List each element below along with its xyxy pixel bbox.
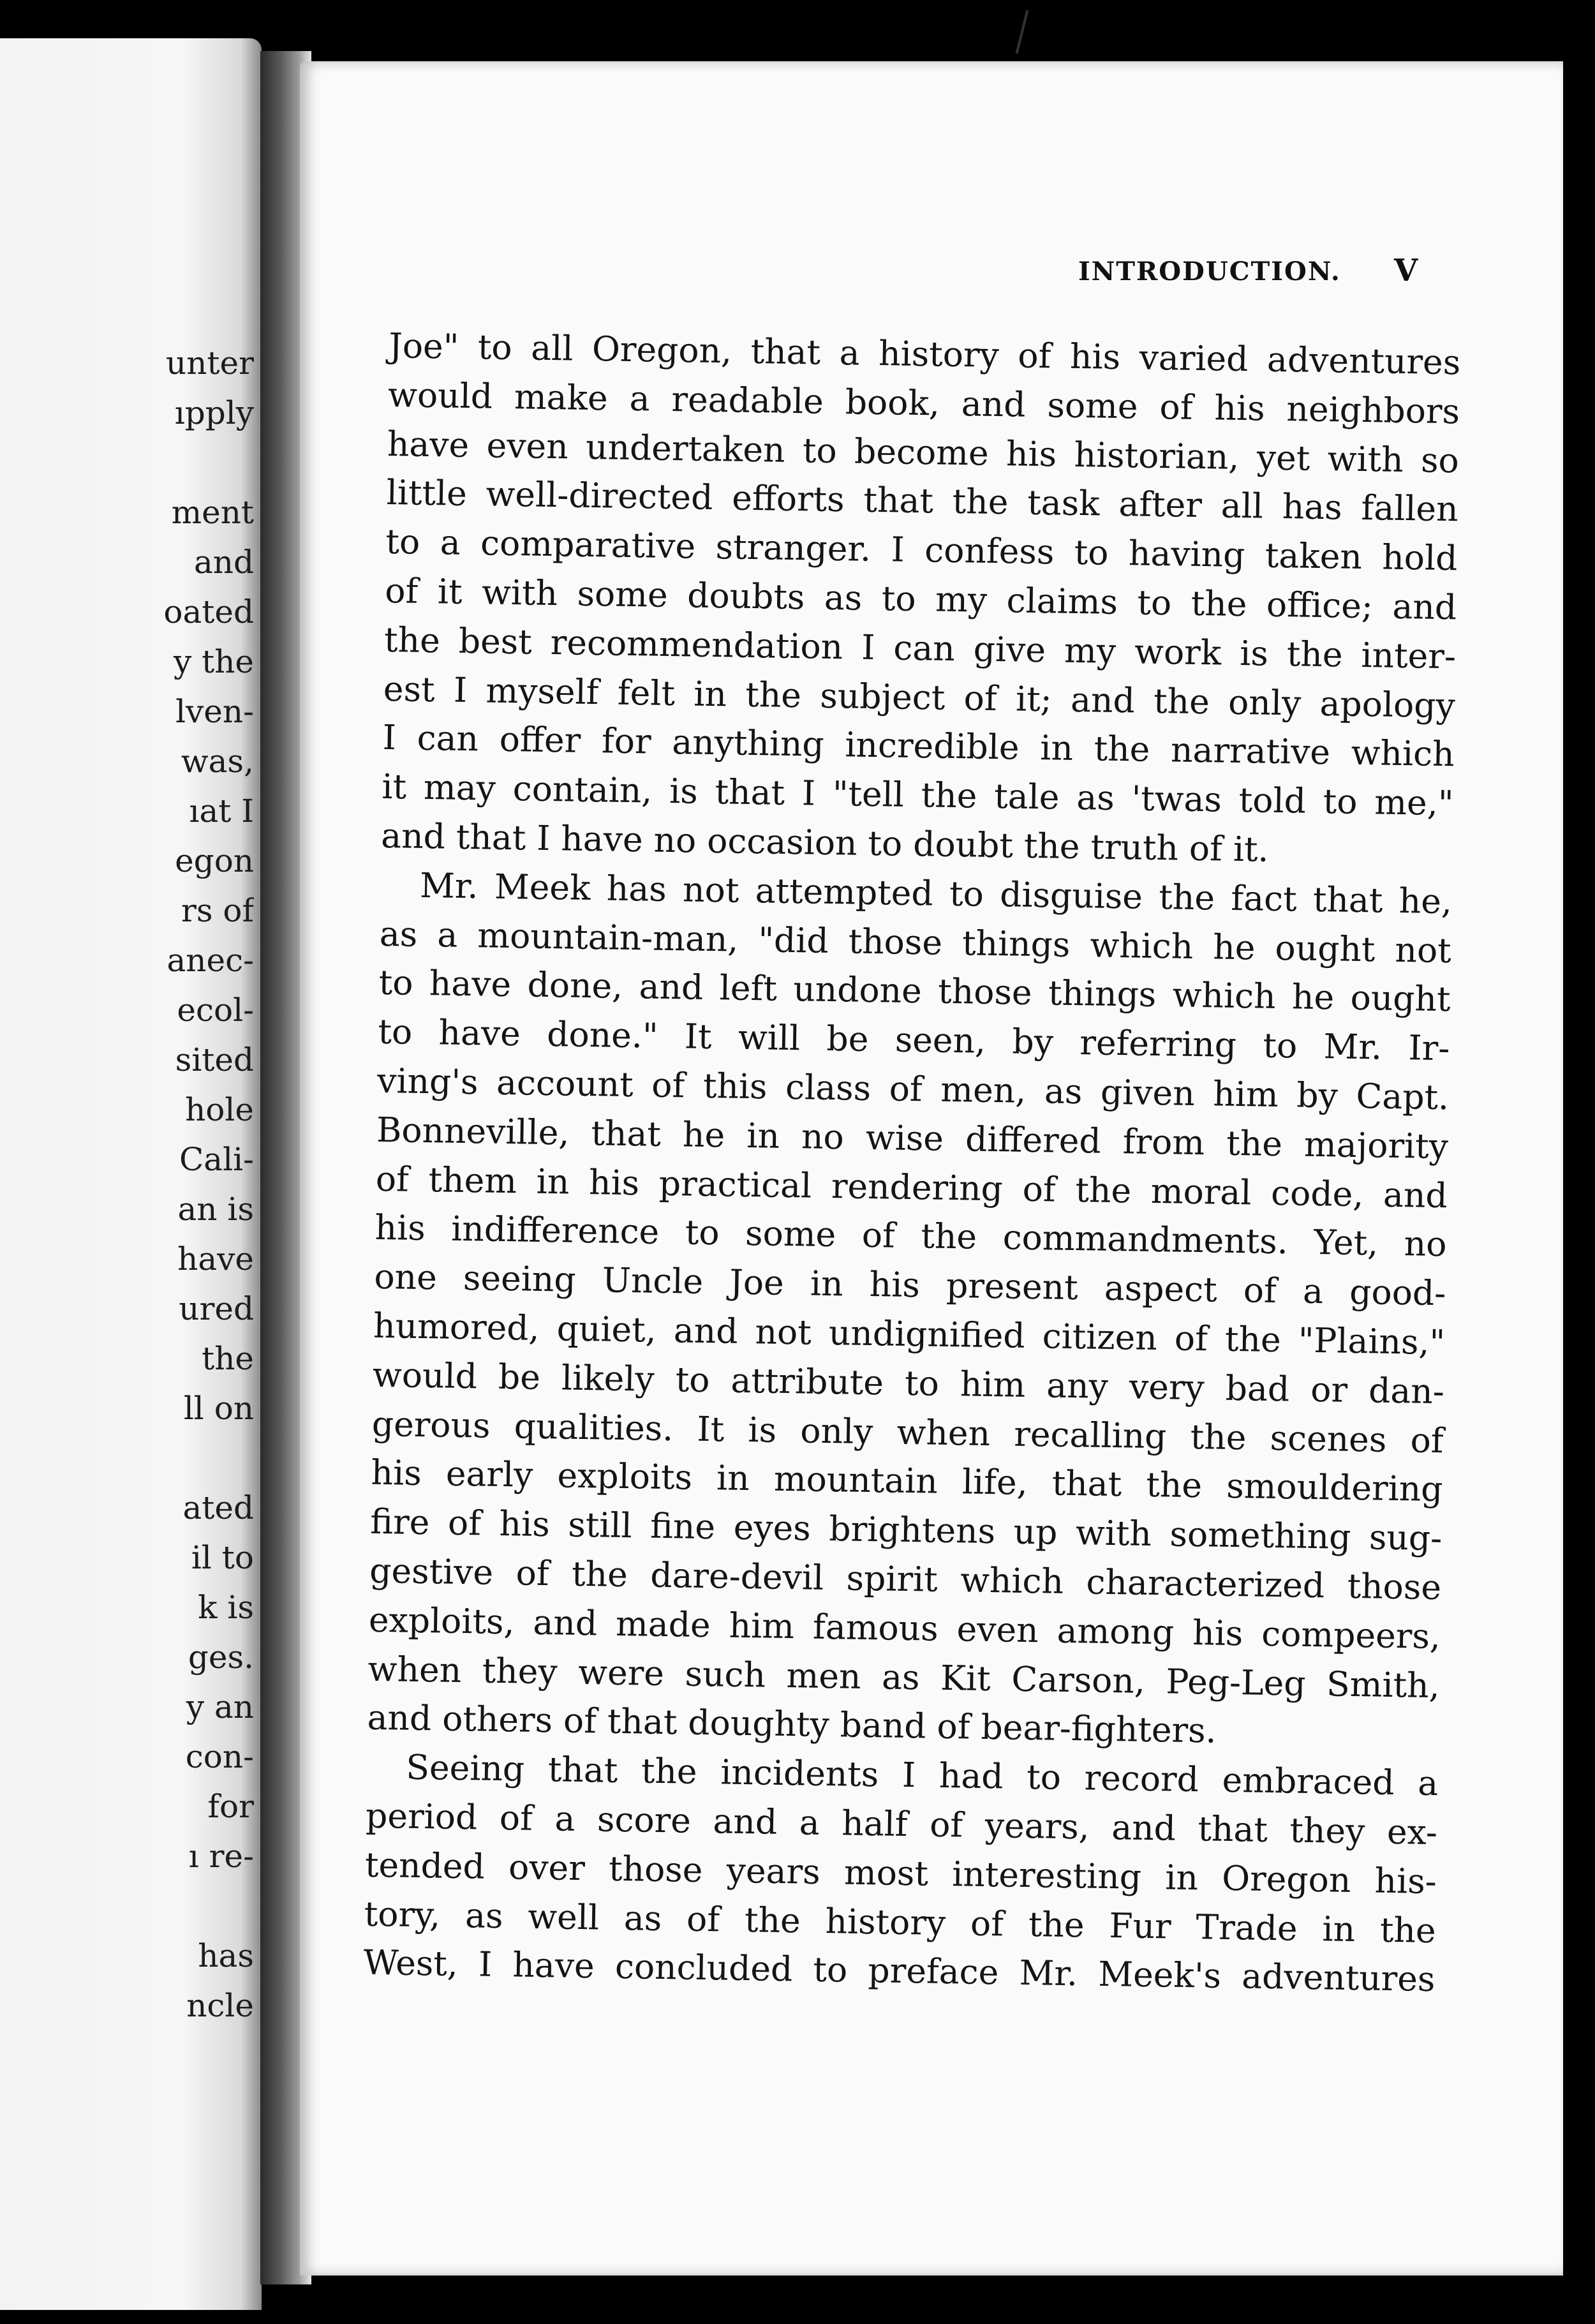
previous-page-line: and <box>193 544 254 581</box>
current-page <box>300 61 1563 2276</box>
text-line: as a mountain-man, "did those things which he ought not <box>379 913 1452 971</box>
previous-page-line: con- <box>185 1738 254 1775</box>
text-line: gestive of the dare-devil spirit which characterized those <box>369 1550 1442 1608</box>
previous-page-line: ecol- <box>177 992 254 1029</box>
previous-page-line: Cali- <box>179 1141 254 1178</box>
previous-page-line: oated <box>163 593 254 630</box>
text-line: one seeing Uncle Joe in his present aspect of a good- <box>373 1256 1446 1314</box>
body-text <box>363 322 1461 2004</box>
text-line: the best recommendation I can give my work is the inter- <box>383 619 1457 677</box>
previous-page-line: ated <box>182 1489 254 1526</box>
text-line: exploits, and made him famous even among his compeers, <box>368 1599 1441 1657</box>
previous-page-line: an is <box>177 1191 254 1228</box>
text-line: fire of his still fine eyes brightens up with something sug- <box>369 1501 1443 1559</box>
previous-page-line <box>43 1433 254 1483</box>
text-line: little well-directed efforts that the task after all has fallen <box>386 472 1459 530</box>
text-line: and others of that doughty band of bear-fighters. <box>367 1697 1217 1751</box>
previous-page-line: hole <box>185 1091 254 1128</box>
previous-page-line: was, <box>181 743 254 780</box>
text-line: est I myself felt in the subject of it; and the only apology <box>383 668 1456 726</box>
text-line: West, I have concluded to preface Mr. Meek's adventures <box>363 1942 1436 2000</box>
text-line: would make a readable book, and some of his neighbors <box>387 374 1460 432</box>
text-line: humored, quiet, and not undignified citizen of the "Plains," <box>373 1305 1446 1363</box>
previous-page-line: ured <box>179 1290 254 1327</box>
previous-page-line: have <box>177 1240 254 1277</box>
previous-page-line: il to <box>191 1539 254 1576</box>
text-line: his early exploits in mountain life, that the smouldering <box>371 1452 1443 1510</box>
previous-page-line: the <box>202 1340 254 1377</box>
stray-pen-mark <box>1016 10 1029 54</box>
previous-page-line: ncle <box>186 1987 254 2024</box>
previous-page-line: y the <box>173 643 254 680</box>
previous-page-line: k is <box>198 1589 254 1626</box>
previous-page-line: ll on <box>183 1390 254 1427</box>
text-line: of them in his practical rendering of the moral code, and <box>375 1158 1448 1216</box>
previous-page-line: ment <box>171 494 254 531</box>
text-line: ving's account of this class of men, as given him by Capt. <box>376 1060 1450 1118</box>
previous-page-line: rs of <box>181 892 254 929</box>
previous-page-line: y an <box>186 1688 254 1725</box>
previous-page-line <box>43 1881 254 1931</box>
text-line: would be likely to attribute to him any very bad or dan- <box>372 1354 1445 1412</box>
text-line: of it with some doubts as to my claims to the office; and <box>384 570 1457 628</box>
text-line: I can offer for anything incredible in the narrative which <box>382 717 1455 775</box>
previous-page-line: for <box>207 1788 254 1825</box>
text-line: his indifference to some of the commandments. Yet, no <box>375 1207 1447 1265</box>
text-line: and that I have no occasion to doubt the truth of it. <box>380 815 1270 870</box>
text-line: tory, as well as of the history of the Fur Trade in the <box>364 1893 1437 1951</box>
previous-page-line: ıpply <box>174 394 254 431</box>
previous-page-line: ges. <box>188 1639 254 1676</box>
previous-page-line: unter <box>166 345 254 382</box>
text-line: have even undertaken to become his historian, yet with so <box>387 423 1460 480</box>
text-line: Mr. Meek has not attempted to disguise the fact that he, <box>419 865 1453 922</box>
text-line: to have done, and left undone those things which he ought <box>378 962 1451 1020</box>
previous-page-line: has <box>198 1937 254 1974</box>
text-line: it may contain, is that I "tell the tale as 'twas told to me," <box>382 766 1454 824</box>
previous-page-line: anec- <box>167 942 254 979</box>
text-line: to a comparative stranger. I confess to having taken hold <box>385 521 1458 579</box>
previous-page-line <box>43 438 254 488</box>
previous-page-line: lven- <box>175 693 254 730</box>
text-line: to have done." It will be seen, by referring to Mr. Ir- <box>378 1011 1450 1069</box>
text-line: gerous qualities. It is only when recalling the scenes of <box>371 1403 1444 1461</box>
previous-page-text <box>43 338 254 2030</box>
text-line: Seeing that the incidents I had to record embraced a <box>405 1747 1439 1804</box>
text-line: tended over those years most interesting in Oregon his- <box>364 1844 1437 1902</box>
text-line: Joe" to all Oregon, that a history of his varied adventures <box>388 325 1461 383</box>
text-line: Bonneville, that he in no wise differed from the majority <box>376 1109 1449 1166</box>
previous-page-line: ıat I <box>189 793 254 830</box>
previous-page <box>0 38 262 2310</box>
running-head: INTRODUCTION. <box>1078 257 1341 287</box>
previous-page-line: sited <box>175 1041 254 1078</box>
page-number: V <box>1394 253 1418 288</box>
previous-page-line: egon <box>175 842 254 879</box>
previous-page-line: ı re- <box>188 1838 254 1875</box>
text-line: when they were such men as Kit Carson, Peg-Leg Smith, <box>367 1648 1441 1706</box>
text-line: period of a score and a half of years, and that they ex- <box>365 1795 1438 1853</box>
